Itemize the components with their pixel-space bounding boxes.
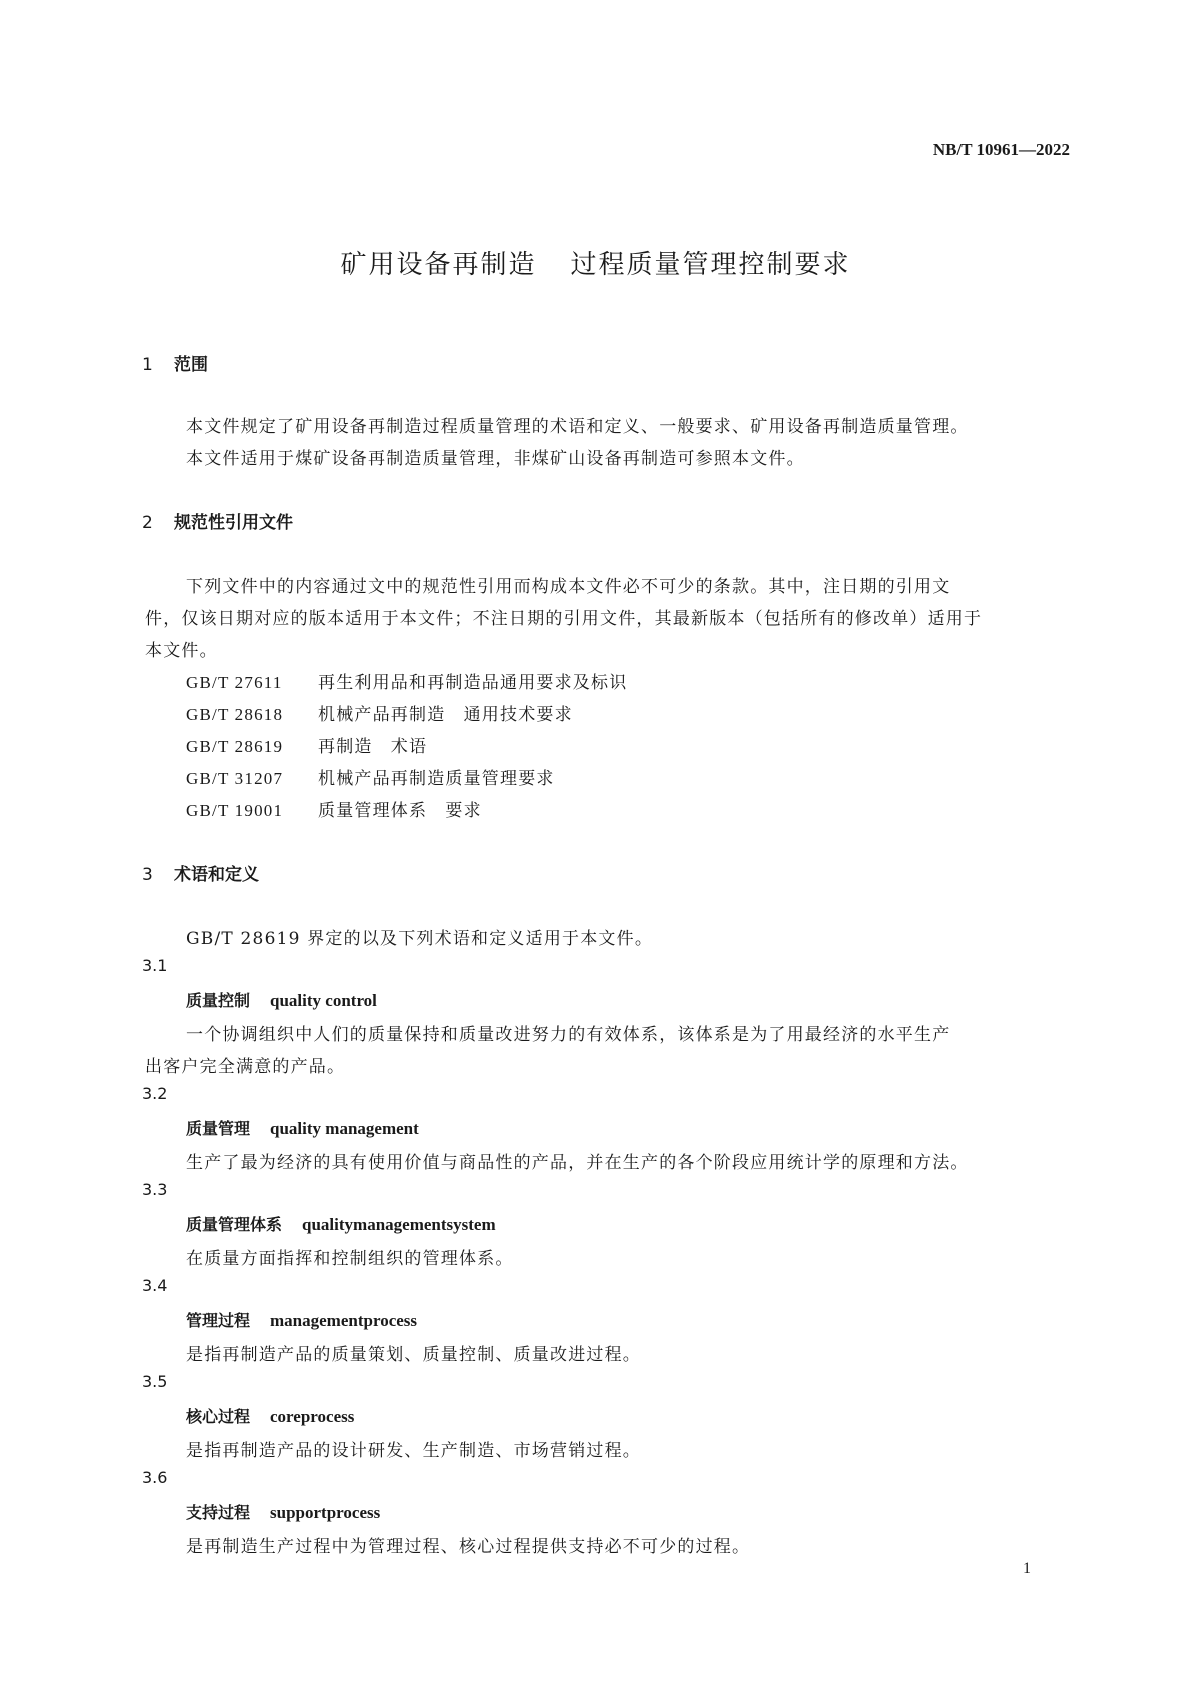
reference-item: GB/T 28619 再制造 术语 [186,737,428,757]
document-code: NB/T 10961—2022 [932,140,1070,159]
term-title: 质量管理体系 qualitymanagementsystem [186,1215,496,1234]
term-title: 管理过程 managementprocess [186,1311,418,1330]
term-definition: 是指再制造产品的设计研发、生产制造、市场营销过程。 [186,1441,641,1461]
term-title: 质量控制 quality control [186,991,377,1010]
term-number: 3.3 [142,1180,168,1199]
section-1-paragraph-2: 本文件适用于煤矿设备再制造质量管理，非煤矿山设备再制造可参照本文件。 [186,449,805,469]
section-3-intro: GB/T 28619 界定的以及下列术语和定义适用于本文件。 [186,929,654,949]
term-definition: 生产了最为经济的具有使用价值与商品性的产品，并在生产的各个阶段应用统计学的原理和方法。 [186,1153,969,1173]
term-definition: 一个协调组织中人们的质量保持和质量改进努力的有效体系，该体系是为了用最经济的水平生产 [186,1025,951,1045]
term-definition: 是再制造生产过程中为管理过程、核心过程提供支持必不可少的过程。 [186,1537,751,1557]
term-number: 3.1 [142,956,168,975]
reference-item: GB/T 19001 质量管理体系 要求 [186,801,482,821]
term-title: 核心过程 coreprocess [186,1407,355,1426]
term-title: 支持过程 supportprocess [186,1503,381,1522]
term-number: 3.2 [142,1084,168,1103]
reference-item: GB/T 31207 机械产品再制造质量管理要求 [186,769,555,789]
term-number: 3.5 [142,1372,168,1391]
term-definition: 在质量方面指挥和控制组织的管理体系。 [186,1249,514,1269]
reference-item: GB/T 27611 再生利用品和再制造品通用要求及标识 [186,673,628,693]
section-1-paragraph-1: 本文件规定了矿用设备再制造过程质量管理的术语和定义、一般要求、矿用设备再制造质量管理。 [186,417,969,437]
term-number: 3.4 [142,1276,168,1295]
term-title: 质量管理 quality management [186,1119,419,1138]
term-number: 3.6 [142,1468,168,1487]
term-definition: 出客户完全满意的产品。 [145,1057,346,1077]
page-title: 矿用设备再制造 过程质量管理控制要求 [340,250,851,280]
term-definition: 是指再制造产品的质量策划、质量控制、质量改进过程。 [186,1345,641,1365]
section-2-intro-line-1: 下列文件中的内容通过文中的规范性引用而构成本文件必不可少的条款。其中，注日期的引用文 [186,577,951,597]
section-2-intro-line-3: 本文件。 [145,641,218,661]
section-3-heading: 3 术语和定义 [142,865,259,885]
reference-item: GB/T 28618 机械产品再制造 通用技术要求 [186,705,573,725]
section-1-heading: 1 范围 [142,355,208,375]
page-number: 1 [1023,1560,1031,1577]
section-2-intro-line-2: 件，仅该日期对应的版本适用于本文件；不注日期的引用文件，其最新版本（包括所有的修改单）适用于 [145,609,983,629]
section-2-heading: 2 规范性引用文件 [142,513,293,533]
